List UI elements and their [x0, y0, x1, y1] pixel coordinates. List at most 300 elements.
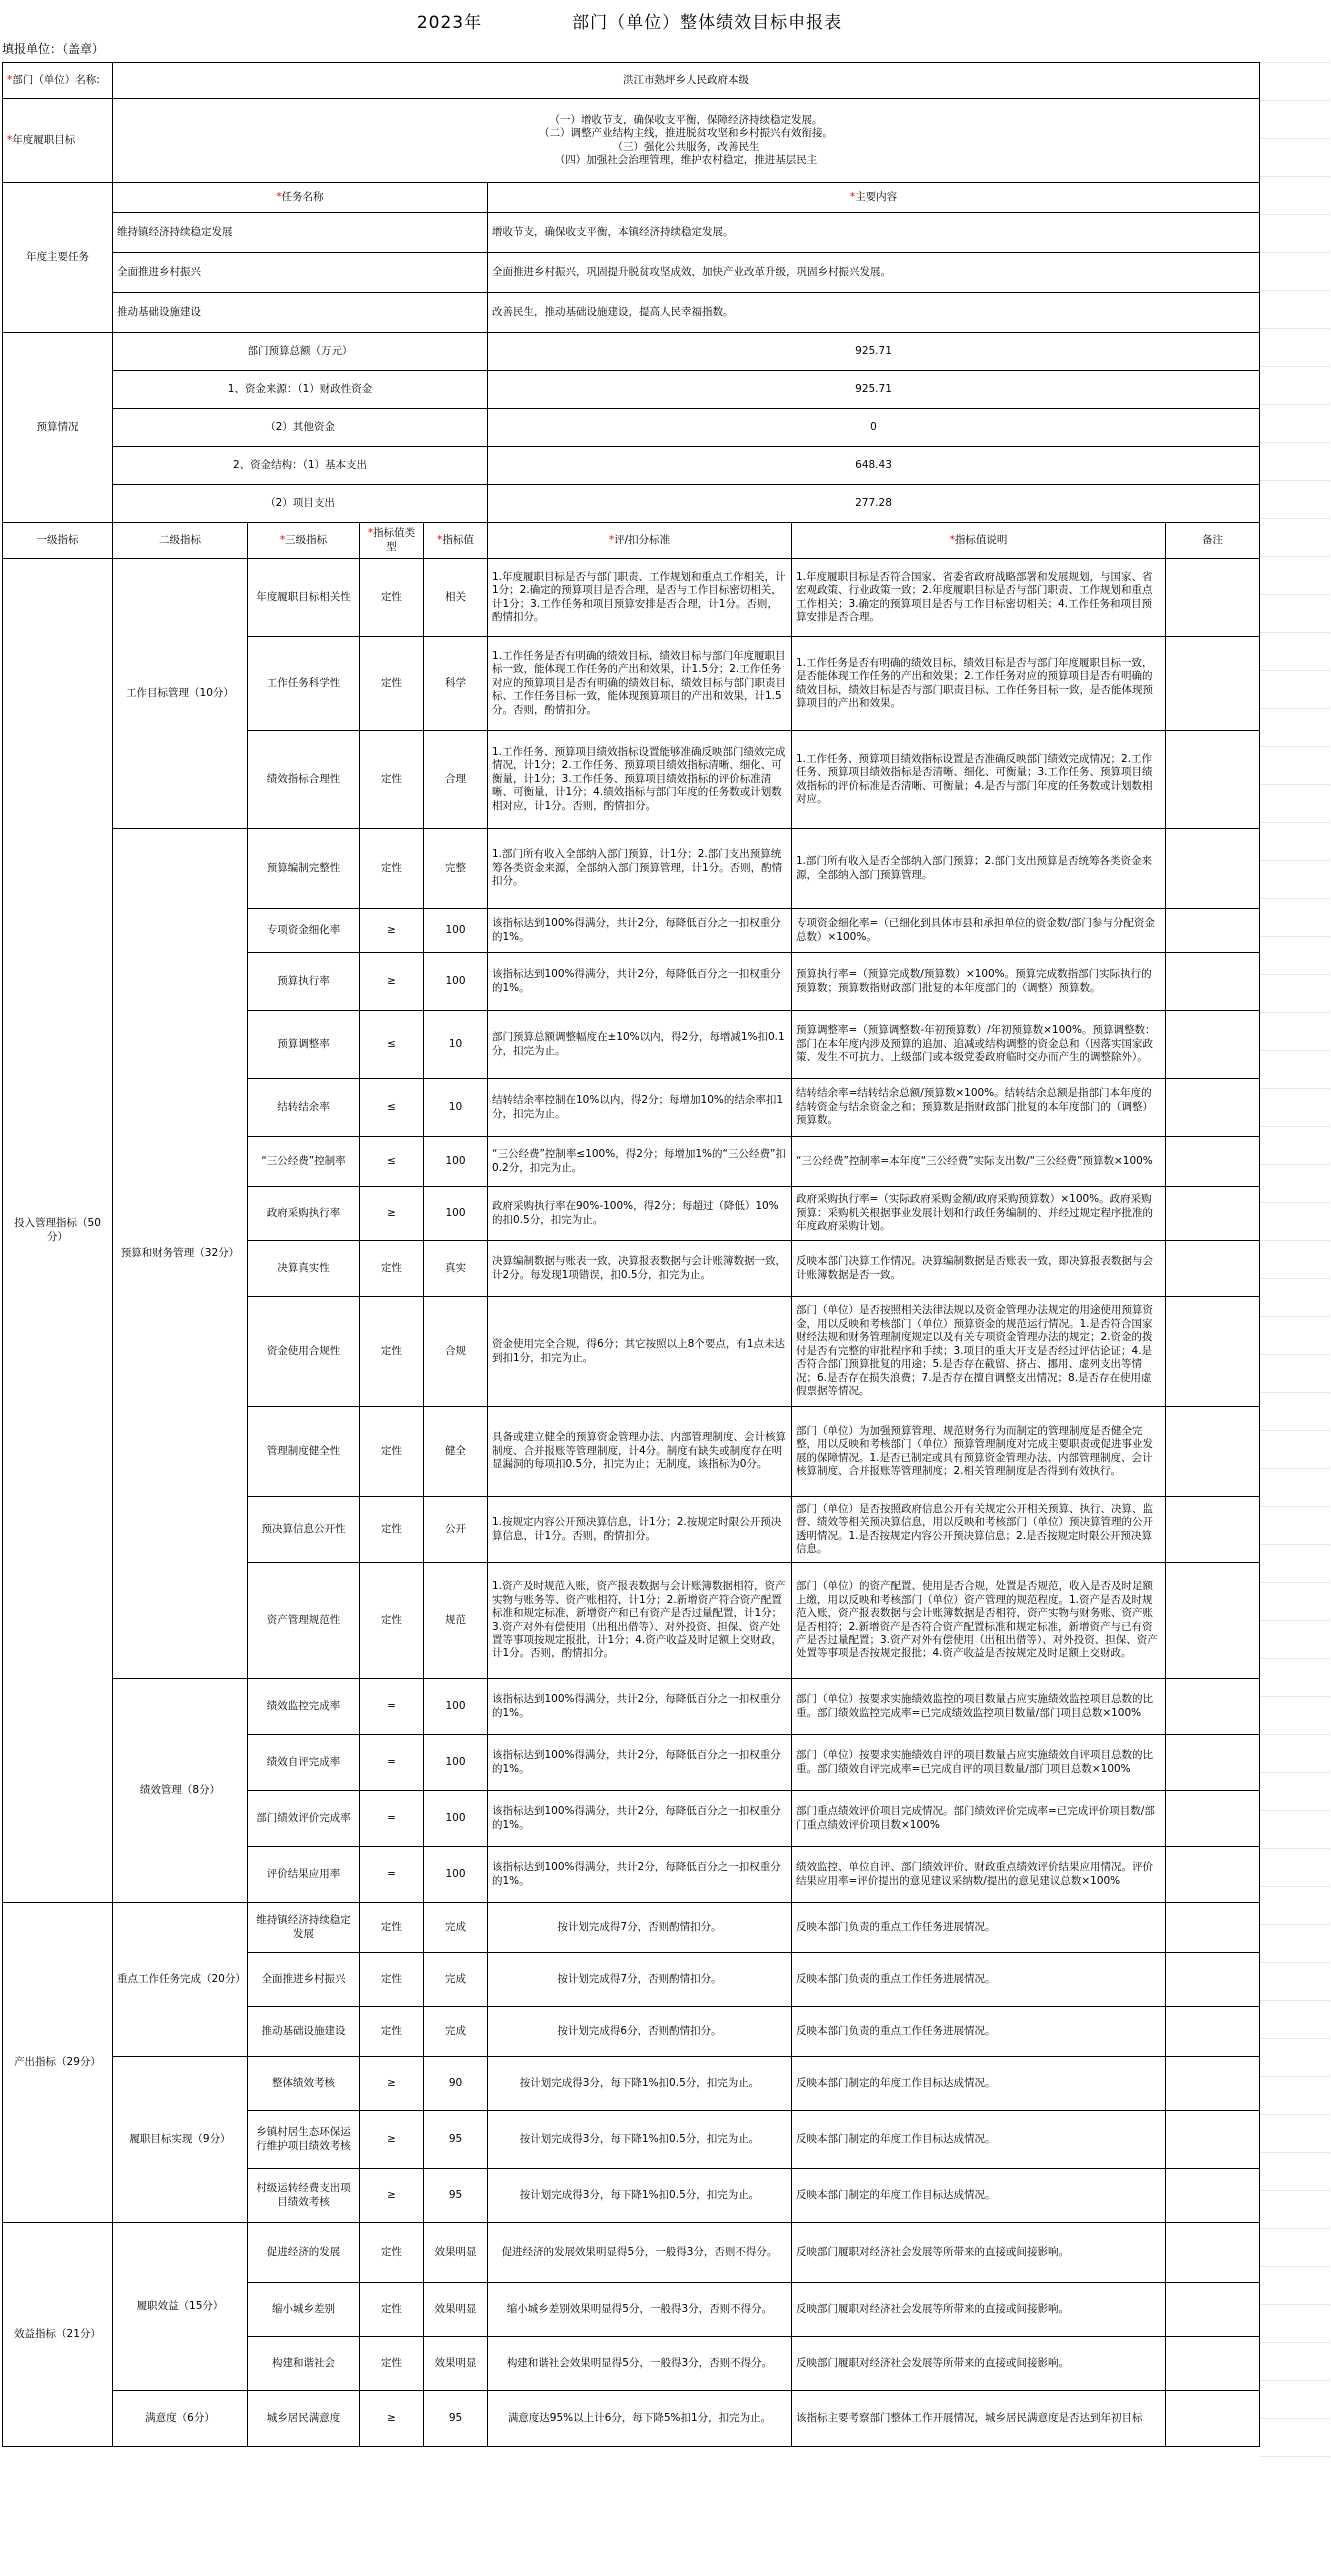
- gridline: [1260, 1962, 1330, 1963]
- indicator-note: [1166, 2169, 1260, 2223]
- gridline: [1260, 1620, 1330, 1621]
- gridline: [1260, 670, 1330, 671]
- required-star: *: [949, 533, 955, 546]
- dept-label-cell: [3, 63, 113, 99]
- indicator-name: 绩效监控完成率: [248, 1679, 360, 1735]
- goal-text: [113, 99, 1260, 183]
- gridline: [1260, 1886, 1330, 1887]
- gridline: [1260, 100, 1330, 101]
- budget-item-name: 1、资金来源：（1）财政性资金: [113, 371, 488, 409]
- indicator-name: 绩效自评完成率: [248, 1735, 360, 1791]
- indicator-note: [1166, 1297, 1260, 1407]
- tasks-header-name: 任务名称: [281, 190, 324, 203]
- indicator-note: [1166, 1079, 1260, 1137]
- gridline: [1260, 1278, 1330, 1279]
- indicator-description: “三公经费”控制率=本年度“三公经费”实际支出数/“三公经费”预算数×100%: [792, 1137, 1166, 1187]
- indicator-type: 定性: [360, 1297, 424, 1407]
- form-title: [0, 8, 1259, 33]
- indicator-name: “三公经费”控制率: [248, 1137, 360, 1187]
- gridline: [1260, 480, 1330, 481]
- indicator-value: 真实: [424, 1241, 488, 1297]
- indicator-description: 1.工作任务、预算项目绩效指标设置是否准确反映部门绩效完成情况；2.工作任务、预算项目绩效指标是否清晰、细化、可衡量；3.工作任务、预算项目绩效指标的评价标准是否清晰、可衡量；4.是否与部门年度的任务数或计划数相对应。: [792, 731, 1166, 829]
- task-content: 全面推进乡村振兴，巩固提升脱贫攻坚成效，加快产业改革升级，巩固乡村振兴发展。: [488, 253, 1260, 293]
- indicator-standard: 按计划完成得7分，否则酌情扣分。: [488, 1903, 792, 1953]
- indicator-name: 全面推进乡村振兴: [248, 1953, 360, 2007]
- gridline: [1260, 214, 1330, 215]
- indicator-name: 预算编制完整性: [248, 829, 360, 909]
- indicator-note: [1166, 2007, 1260, 2057]
- indicator-value: 合规: [424, 1297, 488, 1407]
- required-star: *: [276, 190, 282, 203]
- gridline: [1260, 138, 1330, 139]
- indicator-value: 健全: [424, 1407, 488, 1497]
- header-value-cell: [424, 523, 488, 559]
- indicator-note: [1166, 1847, 1260, 1903]
- indicator-description: 预算执行率=（预算完成数/预算数）×100%。预算完成数指部门实际执行的预算数；预算数指财政部门批复的本年度部门的（调整）预算数。: [792, 953, 1166, 1011]
- indicator-name: 整体绩效考核: [248, 2057, 360, 2111]
- task-name: 维持镇经济持续稳定发展: [113, 213, 488, 253]
- indicator-standard: 结转结余率控制在10%以内，得2分；每增加10%的结余率扣1分，扣完为止。: [488, 1079, 792, 1137]
- indicator-type: ≥: [360, 953, 424, 1011]
- form-year: 2023年: [416, 13, 483, 33]
- indicator-note: [1166, 1791, 1260, 1847]
- indicator-standard: 按计划完成得3分，每下降1%扣0.5分，扣完为止。: [488, 2111, 792, 2169]
- goal-line: （二）调整产业结构主线，推进脱贫攻坚和乡村振兴有效衔接。: [539, 127, 834, 140]
- gridline: [1260, 404, 1330, 405]
- indicator-standard: 按计划完成得3分，每下降1%扣0.5分，扣完为止。: [488, 2057, 792, 2111]
- indicator-description: 专项资金细化率=（已细化到具体市县和承担单位的资金数/部门参与分配资金总数）×100%。: [792, 909, 1166, 953]
- gridline: [1260, 1734, 1330, 1735]
- indicator-name: 资产管理规范性: [248, 1563, 360, 1679]
- header-note: 备注: [1166, 523, 1260, 559]
- indicator-name: 资金使用合规性: [248, 1297, 360, 1407]
- gridline: [1260, 2342, 1330, 2343]
- header-description: 指标值说明: [954, 533, 1008, 546]
- required-star: *: [608, 533, 615, 546]
- header-description-cell: [792, 523, 1166, 559]
- gridline: [1260, 366, 1330, 367]
- indicator-name: 预算调整率: [248, 1011, 360, 1079]
- required-star: *: [7, 73, 13, 86]
- indicator-value: 100: [424, 953, 488, 1011]
- indicator-note: [1166, 2111, 1260, 2169]
- indicator-description: 该指标主要考察部门整体工作开展情况，城乡居民满意度是否达到年初目标: [792, 2391, 1166, 2447]
- indicator-name: 构建和谐社会: [248, 2337, 360, 2391]
- task-name: 全面推进乡村振兴: [113, 253, 488, 293]
- gridline: [1260, 2266, 1330, 2267]
- indicator-note: [1166, 953, 1260, 1011]
- indicator-value: 100: [424, 1735, 488, 1791]
- indicator-standard: 缩小城乡差别效果明显得5分，一般得3分，否则不得分。: [488, 2283, 792, 2337]
- indicator-standard: 满意度达95%以上计6分，每下降5%扣1分，扣完为止。: [488, 2391, 792, 2447]
- indicator-value: 95: [424, 2111, 488, 2169]
- required-star: *: [279, 533, 286, 546]
- indicator-standard: 该指标达到100%得满分，共计2分，每降低百分之一扣权重分的1%。: [488, 1679, 792, 1735]
- indicator-value: 完成: [424, 1953, 488, 2007]
- indicator-note: [1166, 1241, 1260, 1297]
- indicator-value: 效果明显: [424, 2337, 488, 2391]
- gridline: [1260, 328, 1330, 329]
- indicator-note: [1166, 829, 1260, 909]
- indicator-description: 部门（单位）为加强预算管理、规范财务行为而制定的管理制度是否健全完整，用以反映和考核部门（单位）预算管理制度对完成主要职责或促进事业发展的保障情况。1.是否已制定或具有预算资金管理办法、内部管理制度、会计核算制度、合并报账等管理制度；2.相关管理制度是否得到有效执行。: [792, 1407, 1166, 1497]
- indicator-type: 定性: [360, 1903, 424, 1953]
- indicator-description: 反映部门履职对经济社会发展等所带来的直接或间接影响。: [792, 2283, 1166, 2337]
- indicator-standard: 该指标达到100%得满分，共计2分，每降低百分之一扣权重分的1%。: [488, 1847, 792, 1903]
- indicator-name: 工作任务科学性: [248, 637, 360, 731]
- indicator-standard: 决算编制数据与账表一致，决算报表数据与会计账簿数据一致，计2分。每发现1项错误，扣0.5分，扣完为止。: [488, 1241, 792, 1297]
- indicator-name: 绩效指标合理性: [248, 731, 360, 829]
- indicator-standard: 该指标达到100%得满分，共计2分，每降低百分之一扣权重分的1%。: [488, 1735, 792, 1791]
- indicator-name: 预算执行率: [248, 953, 360, 1011]
- indicator-type: =: [360, 1735, 424, 1791]
- indicator-standard: 政府采购执行率在90%-100%，得2分；每超过（降低）10%的扣0.5分，扣完为止。: [488, 1187, 792, 1241]
- required-star: *: [849, 190, 856, 203]
- indicator-name: 预决算信息公开性: [248, 1497, 360, 1563]
- indicator-standard: 构建和谐社会效果明显得5分，一般得3分，否则不得分。: [488, 2337, 792, 2391]
- indicator-value: 科学: [424, 637, 488, 731]
- indicator-description: 政府采购执行率=（实际政府采购金额/政府采购预算数）×100%。政府采购预算：采购机关根据事业发展计划和行政任务编制的、并经过规定程序批准的年度政府采购计划。: [792, 1187, 1166, 1241]
- indicator-type: 定性: [360, 1407, 424, 1497]
- header-type: 指标值类型: [373, 527, 416, 553]
- indicator-standard: 该指标达到100%得满分，共计2分，每降低百分之一扣权重分的1%。: [488, 909, 792, 953]
- gridline: [1260, 822, 1330, 823]
- indicator-type: 定性: [360, 637, 424, 731]
- gridline: [1260, 176, 1330, 177]
- dept-label: 部门（单位）名称:: [12, 73, 100, 86]
- gridline: [1260, 1848, 1330, 1849]
- gridline: [1260, 1924, 1330, 1925]
- gridline: [1260, 2380, 1330, 2381]
- indicator-description: 1.年度履职目标是否符合国家、省委省政府战略部署和发展规划，与国家、省宏观政策、行业政策一致；2.年度履职目标是否与部门职责、工作规划和重点工作相关；3.确定的预算项目是否与工作目标密切相关；4.工作任务和项目预算安排是否合理。: [792, 559, 1166, 637]
- level2-satisfaction: 满意度（6分）: [113, 2391, 248, 2447]
- required-star: *: [367, 527, 374, 540]
- indicator-type: ≥: [360, 2169, 424, 2223]
- gridline: [1260, 556, 1330, 557]
- indicator-name: 部门绩效评价完成率: [248, 1791, 360, 1847]
- indicator-standard: “三公经费”控制率≤100%，得2分；每增加1%的“三公经费”扣0.2分，扣完为止。: [488, 1137, 792, 1187]
- gridline: [1260, 594, 1330, 595]
- dept-value: 洪江市熟坪乡人民政府本级: [113, 63, 1260, 99]
- indicator-note: [1166, 1735, 1260, 1791]
- indicator-name: 村级运转经费支出项目绩效考核: [248, 2169, 360, 2223]
- indicator-note: [1166, 2391, 1260, 2447]
- header-level1: 一级指标: [3, 523, 113, 559]
- indicator-type: 定性: [360, 1953, 424, 2007]
- indicator-note: [1166, 1011, 1260, 1079]
- indicator-description: 部门（单位）的资产配置、使用是否合规，处置是否规范，收入是否及时足额上缴，用以反映和考核部门（单位）资产管理的规范程度。1.资产是否及时规范入账，资产报表数据与会计账簿数据是否相符，资产实物与财务账、资产账是否相符；2.新增资产是否符合资产配置标准和规定标准，新增资产与已有资产是否过量配置；3.资产对外有偿使用（出租出借等）、对外投资、担保、资产处置等事项是否按规定报批；4.资产收益是否按规定及时足额上交财政。: [792, 1563, 1166, 1679]
- indicator-description: 部门（单位）按要求实施绩效监控的项目数量占应实施绩效监控项目总数的比重。部门绩效监控完成率=已完成绩效监控项目数量/部门项目总数×100%: [792, 1679, 1166, 1735]
- indicator-type: 定性: [360, 1241, 424, 1297]
- task-content: 增收节支，确保收支平衡，本镇经济持续稳定发展。: [488, 213, 1260, 253]
- indicator-note: [1166, 2223, 1260, 2283]
- task-name: 推动基础设施建设: [113, 293, 488, 333]
- indicator-name: 年度履职目标相关性: [248, 559, 360, 637]
- indicator-type: =: [360, 1847, 424, 1903]
- level2-duty-benefit: 履职效益（15分）: [113, 2223, 248, 2391]
- gridline: [1260, 442, 1330, 443]
- level1-benefit: 效益指标（21分）: [3, 2223, 113, 2447]
- indicator-value: 合理: [424, 731, 488, 829]
- gridline: [1260, 746, 1330, 747]
- indicator-description: 反映本部门制定的年度工作目标达成情况。: [792, 2169, 1166, 2223]
- gridline: [1260, 1240, 1330, 1241]
- indicator-name: 乡镇村居生态环保运行维护项目绩效考核: [248, 2111, 360, 2169]
- indicator-type: ≥: [360, 2111, 424, 2169]
- gridline: [1260, 1658, 1330, 1659]
- gridline: [1260, 2076, 1330, 2077]
- gridline: [1260, 1202, 1330, 1203]
- fill-unit-label: 填报单位：（盖章）: [2, 42, 105, 56]
- indicator-standard: 该指标达到100%得满分，共计2分，每降低百分之一扣权重分的1%。: [488, 953, 792, 1011]
- header-type-cell: [360, 523, 424, 559]
- level2-budget-finance: 预算和财务管理（32分）: [113, 829, 248, 1679]
- indicator-name: 政府采购执行率: [248, 1187, 360, 1241]
- indicator-value: 公开: [424, 1497, 488, 1563]
- indicator-name: 专项资金细化率: [248, 909, 360, 953]
- level2-work-goal: 工作目标管理（10分）: [113, 559, 248, 829]
- indicator-note: [1166, 1679, 1260, 1735]
- indicator-note: [1166, 731, 1260, 829]
- indicator-value: 100: [424, 1847, 488, 1903]
- gridline: [1260, 936, 1330, 937]
- budget-item-name: （2）项目支出: [113, 485, 488, 523]
- tasks-header-content: 主要内容: [855, 190, 898, 203]
- goal-line: （三）强化公共服务，改善民生: [612, 140, 760, 153]
- indicator-description: 反映本部门决算工作情况。决算编制数据是否账表一致，即决算报表数据与会计账簿数据是否一致。: [792, 1241, 1166, 1297]
- header-standard: 评/扣分标准: [614, 533, 671, 546]
- gridline: [1260, 1696, 1330, 1697]
- budget-label: 预算情况: [3, 333, 113, 523]
- gridline: [1260, 1316, 1330, 1317]
- indicator-value: 规范: [424, 1563, 488, 1679]
- indicator-type: 定性: [360, 829, 424, 909]
- indicator-note: [1166, 2057, 1260, 2111]
- indicator-standard: 1.年度履职目标是否与部门职责、工作规划和重点工作相关，计1分；2.确定的预算项目是否合理，是否与工作目标密切相关，计1分；3.工作任务和项目预算安排是否合理，计1分。否则，酌情扣分。: [488, 559, 792, 637]
- indicator-note: [1166, 909, 1260, 953]
- indicator-type: 定性: [360, 1497, 424, 1563]
- gridline: [1260, 2456, 1330, 2457]
- indicator-type: ≤: [360, 1079, 424, 1137]
- gridline: [1260, 1582, 1330, 1583]
- gridline: [1260, 518, 1330, 519]
- indicator-standard: 具备或建立健全的预算资金管理办法、内部管理制度、会计核算制度、合并报账等管理制度，计4分。制度有缺失或制度存在明显漏洞的每项扣0.5分，扣完为止；无制度，该指标为0分。: [488, 1407, 792, 1497]
- gridline: [1260, 1468, 1330, 1469]
- indicator-type: 定性: [360, 2337, 424, 2391]
- tasks-label: 年度主要任务: [3, 183, 113, 333]
- indicator-value: 100: [424, 1679, 488, 1735]
- gridline: [1260, 2000, 1330, 2001]
- indicator-name: 促进经济的发展: [248, 2223, 360, 2283]
- indicator-note: [1166, 559, 1260, 637]
- indicator-description: 1.部门所有收入是否全部纳入部门预算；2.部门支出预算是否统筹各类资金来源，全部纳入部门预算管理。: [792, 829, 1166, 909]
- goal-label-cell: [3, 99, 113, 183]
- gridline: [1260, 2152, 1330, 2153]
- indicator-note: [1166, 2337, 1260, 2391]
- header-level2: 二级指标: [113, 523, 248, 559]
- level2-duty-goals: 履职目标实现（9分）: [113, 2057, 248, 2223]
- indicator-type: 定性: [360, 731, 424, 829]
- indicator-name: 评价结果应用率: [248, 1847, 360, 1903]
- indicator-value: 10: [424, 1011, 488, 1079]
- indicator-type: ≥: [360, 909, 424, 953]
- performance-table: [2, 62, 1260, 2447]
- indicator-description: 反映本部门负责的重点工作任务进展情况。: [792, 1953, 1166, 2007]
- indicator-standard: 1.按规定内容公开预决算信息，计1分；2.按规定时限公开预决算信息，计1分。否则，酌情扣分。: [488, 1497, 792, 1563]
- level2-key-tasks: 重点工作任务完成（20分）: [113, 1903, 248, 2057]
- indicator-description: 部门（单位）是否按照政府信息公开有关规定公开相关预算、执行、决算、监督、绩效等相关预决算信息，用以反映和考核部门（单位）预决算管理的公开透明情况。1.是否按规定内容公开预决算信息；2.是否按规定时限公开预决算信息。: [792, 1497, 1166, 1563]
- indicator-name: 管理制度健全性: [248, 1407, 360, 1497]
- indicator-standard: 按计划完成得6分，否则酌情扣分。: [488, 2007, 792, 2057]
- indicator-note: [1166, 637, 1260, 731]
- indicator-type: 定性: [360, 1563, 424, 1679]
- indicator-value: 100: [424, 909, 488, 953]
- gridline: [1260, 974, 1330, 975]
- gridline: [1260, 2114, 1330, 2115]
- gridline: [1260, 2228, 1330, 2229]
- indicator-standard: 1.部门所有收入全部纳入部门预算，计1分；2.部门支出预算统筹各类资金来源，全部纳入部门预算管理，计1分。否则，酌情扣分。: [488, 829, 792, 909]
- indicator-type: ≤: [360, 1137, 424, 1187]
- indicator-value: 效果明显: [424, 2283, 488, 2337]
- indicator-note: [1166, 1903, 1260, 1953]
- indicator-name: 城乡居民满意度: [248, 2391, 360, 2447]
- gridline: [1260, 1088, 1330, 1089]
- indicator-name: 维持镇经济持续稳定发展: [248, 1903, 360, 1953]
- indicator-standard: 按计划完成得3分，每下降1%扣0.5分，扣完为止。: [488, 2169, 792, 2223]
- indicator-standard: 按计划完成得7分，否则酌情扣分。: [488, 1953, 792, 2007]
- gridline: [1260, 2418, 1330, 2419]
- indicator-standard: 1.工作任务是否有明确的绩效目标，绩效目标与部门年度履职目标一致，能体现工作任务的产出和效果，计1.5分；2.工作任务对应的预算项目是否有明确的绩效目标，绩效目标与部门职责目标、工作任务目标一致，能体现预算项目的产出和效果，计1.5分。否则，酌情扣分。: [488, 637, 792, 731]
- budget-item-name: 部门预算总额（万元）: [113, 333, 488, 371]
- gridline: [1260, 1050, 1330, 1051]
- indicator-description: 反映部门履职对经济社会发展等所带来的直接或间接影响。: [792, 2337, 1166, 2391]
- indicator-note: [1166, 1563, 1260, 1679]
- gridline: [1260, 252, 1330, 253]
- gridline: [1260, 1506, 1330, 1507]
- indicator-description: 反映本部门制定的年度工作目标达成情况。: [792, 2111, 1166, 2169]
- budget-item-value: 925.71: [488, 371, 1260, 409]
- indicator-description: 绩效监控、单位自评、部门绩效评价、财政重点绩效评价结果应用情况。评价结果应用率=评价提出的意见建议采纳数/提出的意见建议总数×100%: [792, 1847, 1166, 1903]
- indicator-type: 定性: [360, 2007, 424, 2057]
- gridline: [1260, 1772, 1330, 1773]
- header-level3: 三级指标: [285, 533, 328, 546]
- indicator-value: 完成: [424, 2007, 488, 2057]
- indicator-note: [1166, 2283, 1260, 2337]
- indicator-description: 反映部门履职对经济社会发展等所带来的直接或间接影响。: [792, 2223, 1166, 2283]
- header-value: 指标值: [442, 533, 474, 546]
- gridline: [1260, 1164, 1330, 1165]
- header-standard-cell: [488, 523, 792, 559]
- budget-item-value: 277.28: [488, 485, 1260, 523]
- indicator-type: 定性: [360, 559, 424, 637]
- indicator-name: 结转结余率: [248, 1079, 360, 1137]
- gridline: [1260, 784, 1330, 785]
- gridline: [1260, 1810, 1330, 1811]
- indicator-description: 部门（单位）是否按照相关法律法规以及资金管理办法规定的用途使用预算资金，用以反映和考核部门（单位）预算资金的规范运行情况。1.是否符合国家财经法规和财务管理制度规定以及有关专项资金管理办法的规定；2.资金的拨付是否有完整的审批程序和手续；3.项目的重大开支是否经过评估论证；4.是否符合部门预算批复的用途；5.是否存在截留、挤占、挪用、虚列支出等情况；6.是否存在损失浪费；7.是否存在擅自调整支出情况；8.是否存在使用虚假票据等情况。: [792, 1297, 1166, 1407]
- goal-line: （一）增收节支，确保收支平衡，保障经济持续稳定发展。: [549, 113, 823, 126]
- indicator-value: 100: [424, 1137, 488, 1187]
- indicator-description: 部门（单位）按要求实施绩效自评的项目数量占应实施绩效自评项目总数的比重。部门绩效自评完成率=已完成自评的项目数量/部门项目总数×100%: [792, 1735, 1166, 1791]
- gridline: [1260, 2190, 1330, 2191]
- indicator-type: ≤: [360, 1011, 424, 1079]
- indicator-name: 决算真实性: [248, 1241, 360, 1297]
- indicator-name: 推动基础设施建设: [248, 2007, 360, 2057]
- level1-input-management: 投入管理指标（50分）: [3, 559, 113, 1903]
- indicator-value: 95: [424, 2169, 488, 2223]
- form-name: 部门（单位）整体绩效目标申报表: [572, 13, 843, 33]
- indicator-value: 效果明显: [424, 2223, 488, 2283]
- indicator-standard: 促进经济的发展效果明显得5分，一般得3分，否则不得分。: [488, 2223, 792, 2283]
- indicator-description: 反映本部门负责的重点工作任务进展情况。: [792, 2007, 1166, 2057]
- gridline: [1260, 1126, 1330, 1127]
- indicator-description: 反映本部门负责的重点工作任务进展情况。: [792, 1903, 1166, 1953]
- level1-output: 产出指标（29分）: [3, 1903, 113, 2223]
- indicator-value: 完整: [424, 829, 488, 909]
- indicator-description: 预算调整率=（预算调整数-年初预算数）/年初预算数×100%。预算调整数：部门在本年度内涉及预算的追加、追减或结构调整的资金总和（因落实国家政策、发生不可抗力、上级部门或本级党委政府临时交办而产生的调整除外）。: [792, 1011, 1166, 1079]
- gridline: [1260, 898, 1330, 899]
- goal-label: 年度履职目标: [12, 133, 76, 146]
- indicator-standard: 1.工作任务、预算项目绩效指标设置能够准确反映部门绩效完成情况，计1分；2.工作任务、预算项目绩效指标清晰、细化、可衡量，计1分；3.工作任务、预算项目绩效指标的评价标准清晰、可衡量，计1分；4.绩效指标与部门年度的任务数或计划数相对应，计1分。否则，酌情扣分。: [488, 731, 792, 829]
- indicator-value: 100: [424, 1791, 488, 1847]
- gridline: [1260, 1392, 1330, 1393]
- gridline: [1260, 1544, 1330, 1545]
- indicator-value: 90: [424, 2057, 488, 2111]
- header-level3-cell: [248, 523, 360, 559]
- indicator-standard: 1.资产及时规范入账，资产报表数据与会计账簿数据相符，资产实物与账务等、资产账相符，计1分；2.新增资产符合资产配置标准和规定标准，新增资产和已有资产是否过量配置，计1分；3.资产对外有偿使用（出租出借等）、对外投资、担保、资产处置等事项按规定报批，计1分；4.资产收益及时足额上交财政，计1分。否则，酌情扣分。: [488, 1563, 792, 1679]
- budget-item-value: 0: [488, 409, 1260, 447]
- gridline: [1260, 632, 1330, 633]
- tasks-header-name-cell: [113, 183, 488, 213]
- gridline: [1260, 2304, 1330, 2305]
- gridline: [1260, 1430, 1330, 1431]
- budget-item-name: 2、资金结构：（1）基本支出: [113, 447, 488, 485]
- gridline: [1260, 62, 1330, 63]
- indicator-type: 定性: [360, 2223, 424, 2283]
- indicator-standard: 资金使用完全合规，得6分；其它按照以上8个要点，有1点未达到扣1分，扣完为止。: [488, 1297, 792, 1407]
- indicator-type: ≥: [360, 2391, 424, 2447]
- budget-item-value: 925.71: [488, 333, 1260, 371]
- indicator-description: 部门重点绩效评价项目完成情况。部门绩效评价完成率=已完成评价项目数/部门重点绩效评价项目数×100%: [792, 1791, 1166, 1847]
- indicator-value: 95: [424, 2391, 488, 2447]
- level2-performance-management: 绩效管理（8分）: [113, 1679, 248, 1903]
- budget-item-value: 648.43: [488, 447, 1260, 485]
- indicator-note: [1166, 1187, 1260, 1241]
- tasks-header-content-cell: [488, 183, 1260, 213]
- indicator-note: [1166, 1953, 1260, 2007]
- indicator-note: [1166, 1407, 1260, 1497]
- gridline: [1260, 860, 1330, 861]
- indicator-value: 100: [424, 1187, 488, 1241]
- required-star: *: [437, 533, 443, 546]
- indicator-type: =: [360, 1679, 424, 1735]
- indicator-type: ≥: [360, 2057, 424, 2111]
- indicator-standard: 部门预算总额调整幅度在±10%以内，得2分，每增减1%扣0.1分，扣完为止。: [488, 1011, 792, 1079]
- gridline: [1260, 1354, 1330, 1355]
- indicator-value: 相关: [424, 559, 488, 637]
- required-star: *: [7, 133, 13, 146]
- indicator-value: 完成: [424, 1903, 488, 1953]
- indicator-description: 反映本部门制定的年度工作目标达成情况。: [792, 2057, 1166, 2111]
- indicator-standard: 该指标达到100%得满分，共计2分，每降低百分之一扣权重分的1%。: [488, 1791, 792, 1847]
- indicator-type: 定性: [360, 2283, 424, 2337]
- indicator-type: =: [360, 1791, 424, 1847]
- indicator-note: [1166, 1497, 1260, 1563]
- goal-line: （四）加强社会治理管理，维护农村稳定，推进基层民主: [554, 153, 818, 166]
- gridline: [1260, 1012, 1330, 1013]
- task-content: 改善民生，推动基础设施建设，提高人民幸福指数。: [488, 293, 1260, 333]
- indicator-description: 1.工作任务是否有明确的绩效目标，绩效目标是否与部门年度履职目标一致，是否能体现工作任务的产出和效果；2.工作任务对应的预算项目是否有明确的绩效目标，绩效目标是否与部门职责目标、工作任务目标一致，是否能体现预算项目的产出和效果。: [792, 637, 1166, 731]
- indicator-description: 结转结余率=结转结余总额/预算数×100%。结转结余总额是指部门本年度的结转资金与结余资金之和；预算数是指财政部门批复的本年度部门的（调整）预算数。: [792, 1079, 1166, 1137]
- indicator-type: ≥: [360, 1187, 424, 1241]
